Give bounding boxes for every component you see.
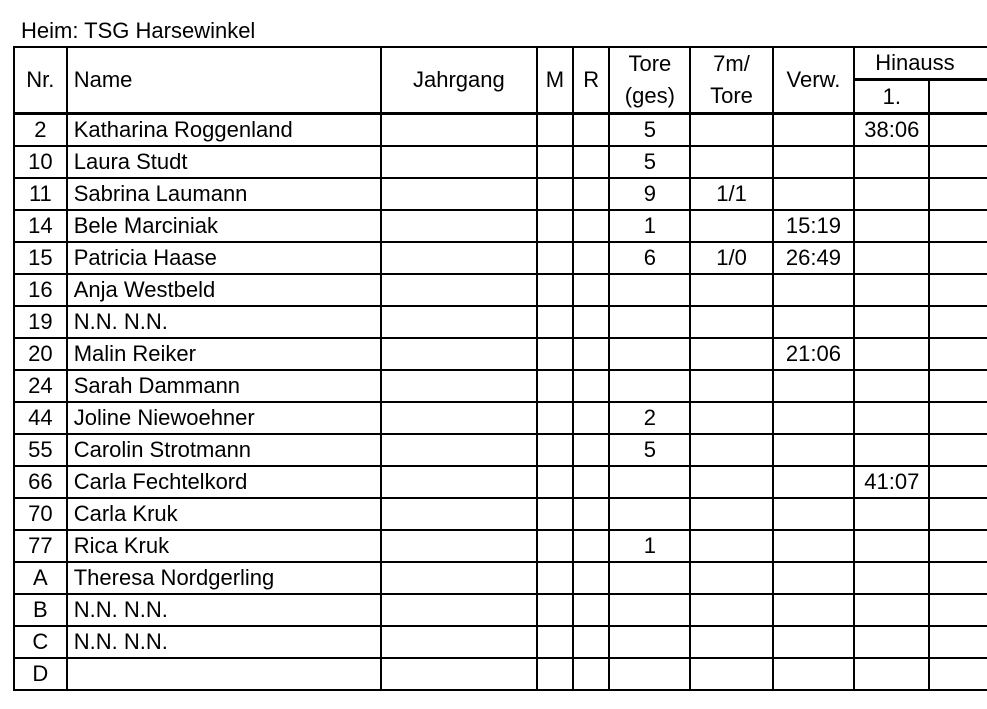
cell-hinaus-first xyxy=(854,242,929,274)
cell-siebenmeter xyxy=(690,594,772,626)
cell-r xyxy=(573,370,609,402)
cell-r xyxy=(573,274,609,306)
header-siebenmeter xyxy=(690,47,772,114)
cell-tore: 1 xyxy=(609,210,690,242)
cell-tore: 5 xyxy=(609,114,690,147)
cell-name: Laura Studt xyxy=(67,146,381,178)
table-row xyxy=(14,658,987,690)
table-row xyxy=(14,402,987,434)
cell-tore: 6 xyxy=(609,242,690,274)
cell-verw xyxy=(773,146,855,178)
cell-nr: 16 xyxy=(14,274,67,306)
cell-verw xyxy=(773,434,855,466)
cell-jahrgang xyxy=(381,498,537,530)
cell-r xyxy=(573,114,609,147)
cell-nr: C xyxy=(14,626,67,658)
cell-hinaus-first xyxy=(854,274,929,306)
header-verw: Verw. xyxy=(773,47,855,114)
cell-nr: 55 xyxy=(14,434,67,466)
team-heading: Heim: TSG Harsewinkel xyxy=(21,18,256,43)
cell-m xyxy=(537,370,573,402)
cell-nr: B xyxy=(14,594,67,626)
cell-hinaus-first xyxy=(854,306,929,338)
cell-nr: 2 xyxy=(14,114,67,147)
table-row xyxy=(14,338,987,370)
cell-hinaus-second xyxy=(929,530,987,562)
table-row xyxy=(14,274,987,306)
cell-name: N.N. N.N. xyxy=(67,306,381,338)
table-row xyxy=(14,562,987,594)
table-row xyxy=(14,146,987,178)
table-row xyxy=(14,626,987,658)
table-row xyxy=(14,242,987,274)
cell-hinaus-second xyxy=(929,306,987,338)
cell-jahrgang xyxy=(381,594,537,626)
cell-m xyxy=(537,658,573,690)
table-row xyxy=(14,370,987,402)
cell-hinaus-first xyxy=(854,658,929,690)
table-row xyxy=(14,498,987,530)
cell-m xyxy=(537,562,573,594)
cell-m xyxy=(537,594,573,626)
cell-siebenmeter xyxy=(690,402,772,434)
cell-nr: A xyxy=(14,562,67,594)
cell-name: N.N. N.N. xyxy=(67,594,381,626)
cell-name: Katharina Roggenland xyxy=(67,114,381,147)
cell-verw xyxy=(773,402,855,434)
cell-verw xyxy=(773,530,855,562)
cell-m xyxy=(537,402,573,434)
cell-tore xyxy=(609,274,690,306)
cell-r xyxy=(573,498,609,530)
cell-name: Joline Niewoehner xyxy=(67,402,381,434)
cell-r xyxy=(573,338,609,370)
header-jahrgang: Jahrgang xyxy=(381,47,537,114)
table-row xyxy=(14,178,987,210)
cell-m xyxy=(537,338,573,370)
cell-hinaus-first xyxy=(854,594,929,626)
cell-hinaus-first xyxy=(854,530,929,562)
cell-verw xyxy=(773,658,855,690)
cell-tore xyxy=(609,626,690,658)
header-hinaus-first: 1. xyxy=(854,80,929,114)
cell-tore: 5 xyxy=(609,146,690,178)
cell-hinaus-second xyxy=(929,274,987,306)
cell-m xyxy=(537,146,573,178)
cell-verw: 21:06 xyxy=(773,338,855,370)
cell-tore xyxy=(609,370,690,402)
cell-hinaus-second xyxy=(929,178,987,210)
cell-verw xyxy=(773,498,855,530)
cell-name xyxy=(67,658,381,690)
cell-tore xyxy=(609,658,690,690)
cell-name: Bele Marciniak xyxy=(67,210,381,242)
cell-siebenmeter xyxy=(690,210,772,242)
cell-nr: 77 xyxy=(14,530,67,562)
cell-tore xyxy=(609,306,690,338)
cell-jahrgang xyxy=(381,402,537,434)
cell-hinaus-second xyxy=(929,626,987,658)
cell-siebenmeter xyxy=(690,434,772,466)
cell-hinaus-first xyxy=(854,210,929,242)
cell-r xyxy=(573,242,609,274)
cell-r xyxy=(573,178,609,210)
cell-nr: 20 xyxy=(14,338,67,370)
cell-nr: D xyxy=(14,658,67,690)
cell-m xyxy=(537,210,573,242)
cell-jahrgang xyxy=(381,178,537,210)
cell-verw xyxy=(773,178,855,210)
cell-tore xyxy=(609,562,690,594)
table-row xyxy=(14,466,987,498)
cell-hinaus-second xyxy=(929,210,987,242)
cell-m xyxy=(537,114,573,147)
header-r: R xyxy=(573,47,609,114)
cell-siebenmeter xyxy=(690,498,772,530)
cell-hinaus-first xyxy=(854,498,929,530)
cell-siebenmeter xyxy=(690,530,772,562)
cell-name: Sabrina Laumann xyxy=(67,178,381,210)
cell-m xyxy=(537,242,573,274)
cell-jahrgang xyxy=(381,466,537,498)
cell-nr: 70 xyxy=(14,498,67,530)
cell-name: Sarah Dammann xyxy=(67,370,381,402)
cell-hinaus-first xyxy=(854,434,929,466)
cell-r xyxy=(573,658,609,690)
cell-jahrgang xyxy=(381,370,537,402)
cell-siebenmeter xyxy=(690,370,772,402)
cell-hinaus-first xyxy=(854,146,929,178)
cell-hinaus-second xyxy=(929,466,987,498)
cell-tore: 5 xyxy=(609,434,690,466)
cell-name: Carla Kruk xyxy=(67,498,381,530)
cell-verw: 15:19 xyxy=(773,210,855,242)
cell-m xyxy=(537,274,573,306)
cell-siebenmeter xyxy=(690,146,772,178)
cell-jahrgang xyxy=(381,274,537,306)
cell-jahrgang xyxy=(381,338,537,370)
cell-jahrgang xyxy=(381,210,537,242)
cell-hinaus-second xyxy=(929,498,987,530)
cell-tore xyxy=(609,498,690,530)
cell-tore xyxy=(609,338,690,370)
cell-nr: 10 xyxy=(14,146,67,178)
cell-siebenmeter: 1/0 xyxy=(690,242,772,274)
cell-hinaus-second xyxy=(929,402,987,434)
cell-name: Rica Kruk xyxy=(67,530,381,562)
table-row xyxy=(14,594,987,626)
header-row-top xyxy=(14,47,987,80)
cell-siebenmeter xyxy=(690,658,772,690)
cell-m xyxy=(537,306,573,338)
cell-name: Theresa Nordgerling xyxy=(67,562,381,594)
header-tore xyxy=(609,47,690,114)
cell-siebenmeter xyxy=(690,338,772,370)
cell-r xyxy=(573,434,609,466)
cell-hinaus-second xyxy=(929,434,987,466)
cell-r xyxy=(573,530,609,562)
cell-m xyxy=(537,626,573,658)
cell-siebenmeter: 1/1 xyxy=(690,178,772,210)
header-hinaus: Hinauss xyxy=(854,47,987,80)
cell-tore: 2 xyxy=(609,402,690,434)
cell-nr: 15 xyxy=(14,242,67,274)
cell-name: N.N. N.N. xyxy=(67,626,381,658)
cell-hinaus-first xyxy=(854,626,929,658)
cell-hinaus-first: 38:06 xyxy=(854,114,929,147)
cell-jahrgang xyxy=(381,146,537,178)
cell-hinaus-first xyxy=(854,562,929,594)
header-name: Name xyxy=(67,47,381,114)
cell-nr: 14 xyxy=(14,210,67,242)
cell-siebenmeter xyxy=(690,466,772,498)
header-tore-line1: Tore xyxy=(628,51,672,76)
cell-hinaus-first: 41:07 xyxy=(854,466,929,498)
cell-tore: 9 xyxy=(609,178,690,210)
cell-name: Malin Reiker xyxy=(67,338,381,370)
header-tore-line2: (ges) xyxy=(624,83,675,108)
cell-hinaus-second xyxy=(929,594,987,626)
cell-hinaus-second xyxy=(929,114,987,147)
cell-verw xyxy=(773,626,855,658)
cell-siebenmeter xyxy=(690,114,772,147)
table-row xyxy=(14,434,987,466)
cell-hinaus-second xyxy=(929,370,987,402)
cell-hinaus-second xyxy=(929,658,987,690)
table-row xyxy=(14,306,987,338)
cell-verw xyxy=(773,370,855,402)
cell-verw xyxy=(773,594,855,626)
cell-r xyxy=(573,562,609,594)
cell-verw xyxy=(773,562,855,594)
cell-r xyxy=(573,466,609,498)
cell-r xyxy=(573,402,609,434)
cell-jahrgang xyxy=(381,242,537,274)
cell-tore xyxy=(609,466,690,498)
cell-jahrgang xyxy=(381,626,537,658)
cell-hinaus-first xyxy=(854,178,929,210)
cell-nr: 19 xyxy=(14,306,67,338)
cell-nr: 66 xyxy=(14,466,67,498)
cell-hinaus-second xyxy=(929,146,987,178)
cell-hinaus-second xyxy=(929,562,987,594)
cell-r xyxy=(573,626,609,658)
cell-name: Anja Westbeld xyxy=(67,274,381,306)
cell-nr: 11 xyxy=(14,178,67,210)
cell-m xyxy=(537,178,573,210)
cell-r xyxy=(573,594,609,626)
cell-jahrgang xyxy=(381,562,537,594)
header-siebenmeter-line2: Tore xyxy=(710,83,753,108)
cell-jahrgang xyxy=(381,306,537,338)
cell-hinaus-second xyxy=(929,338,987,370)
cell-r xyxy=(573,210,609,242)
cell-verw xyxy=(773,114,855,147)
cell-hinaus-second xyxy=(929,242,987,274)
cell-siebenmeter xyxy=(690,306,772,338)
header-siebenmeter-line1: 7m/ xyxy=(713,51,750,76)
cell-siebenmeter xyxy=(690,626,772,658)
cell-verw: 26:49 xyxy=(773,242,855,274)
cell-jahrgang xyxy=(381,434,537,466)
cell-r xyxy=(573,306,609,338)
cell-m xyxy=(537,498,573,530)
cell-siebenmeter xyxy=(690,274,772,306)
cell-jahrgang xyxy=(381,658,537,690)
table-row xyxy=(14,530,987,562)
cell-tore: 1 xyxy=(609,530,690,562)
cell-jahrgang xyxy=(381,530,537,562)
cell-jahrgang xyxy=(381,114,537,147)
cell-tore xyxy=(609,594,690,626)
cell-name: Carla Fechtelkord xyxy=(67,466,381,498)
cell-nr: 24 xyxy=(14,370,67,402)
cell-m xyxy=(537,530,573,562)
cell-verw xyxy=(773,466,855,498)
table-row xyxy=(14,114,987,147)
header-hinaus-second xyxy=(929,80,987,114)
cell-siebenmeter xyxy=(690,562,772,594)
header-nr: Nr. xyxy=(14,47,67,114)
cell-verw xyxy=(773,274,855,306)
table-row xyxy=(14,210,987,242)
cell-hinaus-first xyxy=(854,370,929,402)
cell-m xyxy=(537,434,573,466)
cell-name: Patricia Haase xyxy=(67,242,381,274)
cell-verw xyxy=(773,306,855,338)
cell-nr: 44 xyxy=(14,402,67,434)
cell-hinaus-first xyxy=(854,338,929,370)
cell-m xyxy=(537,466,573,498)
header-m: M xyxy=(537,47,573,114)
player-table xyxy=(13,46,987,691)
cell-r xyxy=(573,146,609,178)
cell-name: Carolin Strotmann xyxy=(67,434,381,466)
cell-hinaus-first xyxy=(854,402,929,434)
